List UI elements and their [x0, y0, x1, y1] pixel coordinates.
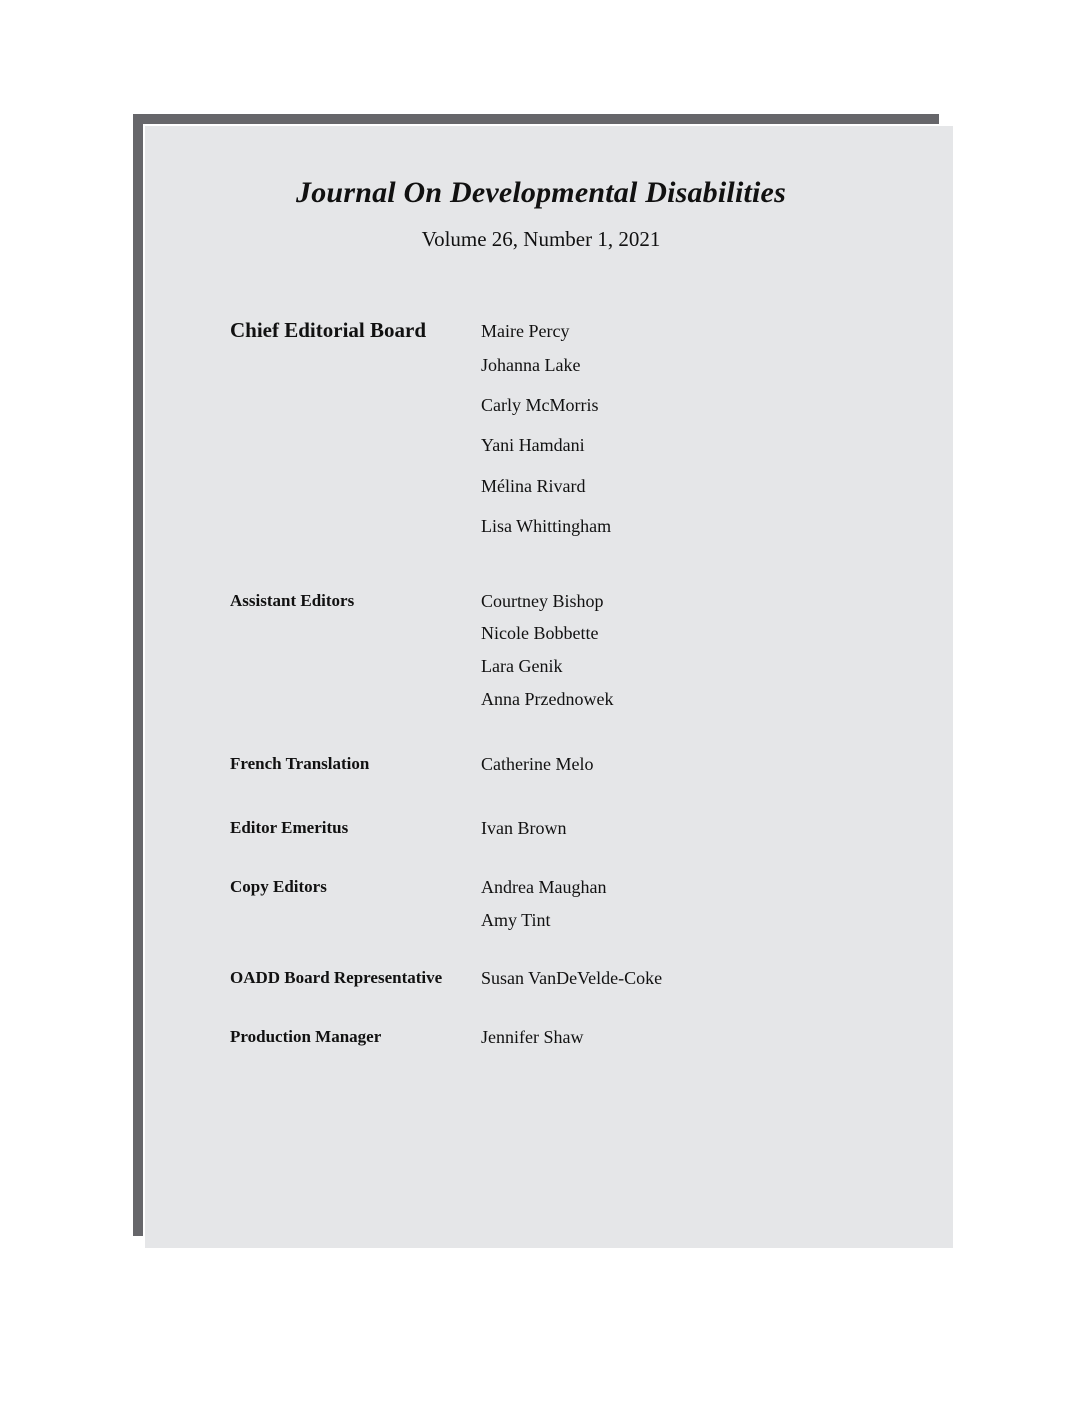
name-production-manager: Jennifer Shaw [481, 1027, 584, 1047]
name-assistant-editor: Nicole Bobbette [481, 623, 599, 643]
name-chief-editor: Carly McMorris [481, 395, 599, 415]
card-shadow-top [133, 114, 939, 124]
name-copy-editor: Andrea Maughan [481, 877, 607, 897]
masthead-card [145, 126, 953, 1248]
name-oadd-representative: Susan VanDeVelde-Coke [481, 968, 663, 988]
journal-title: Journal On Developmental Disabilities [296, 176, 786, 209]
role-oadd-board-representative: OADD Board Representative [230, 968, 443, 987]
name-assistant-editor: Courtney Bishop [481, 591, 604, 611]
role-copy-editors: Copy Editors [230, 877, 327, 896]
card-shadow-left [133, 114, 143, 1236]
role-editor-emeritus: Editor Emeritus [230, 818, 349, 837]
name-assistant-editor: Anna Przednowek [481, 689, 614, 709]
name-editor-emeritus: Ivan Brown [481, 818, 567, 838]
journal-issue: Volume 26, Number 1, 2021 [421, 227, 661, 251]
role-production-manager: Production Manager [230, 1027, 382, 1046]
role-chief-editorial-board: Chief Editorial Board [230, 318, 427, 342]
name-chief-editor: Mélina Rivard [481, 476, 586, 496]
name-chief-editor: Lisa Whittingham [481, 516, 612, 536]
name-assistant-editor: Lara Genik [481, 656, 563, 676]
role-french-translation: French Translation [230, 754, 370, 773]
role-assistant-editors: Assistant Editors [230, 591, 355, 610]
name-chief-editor: Maire Percy [481, 321, 570, 341]
name-copy-editor: Amy Tint [481, 910, 551, 930]
name-chief-editor: Johanna Lake [481, 355, 581, 375]
name-french-translator: Catherine Melo [481, 754, 594, 774]
name-chief-editor: Yani Hamdani [481, 435, 585, 455]
